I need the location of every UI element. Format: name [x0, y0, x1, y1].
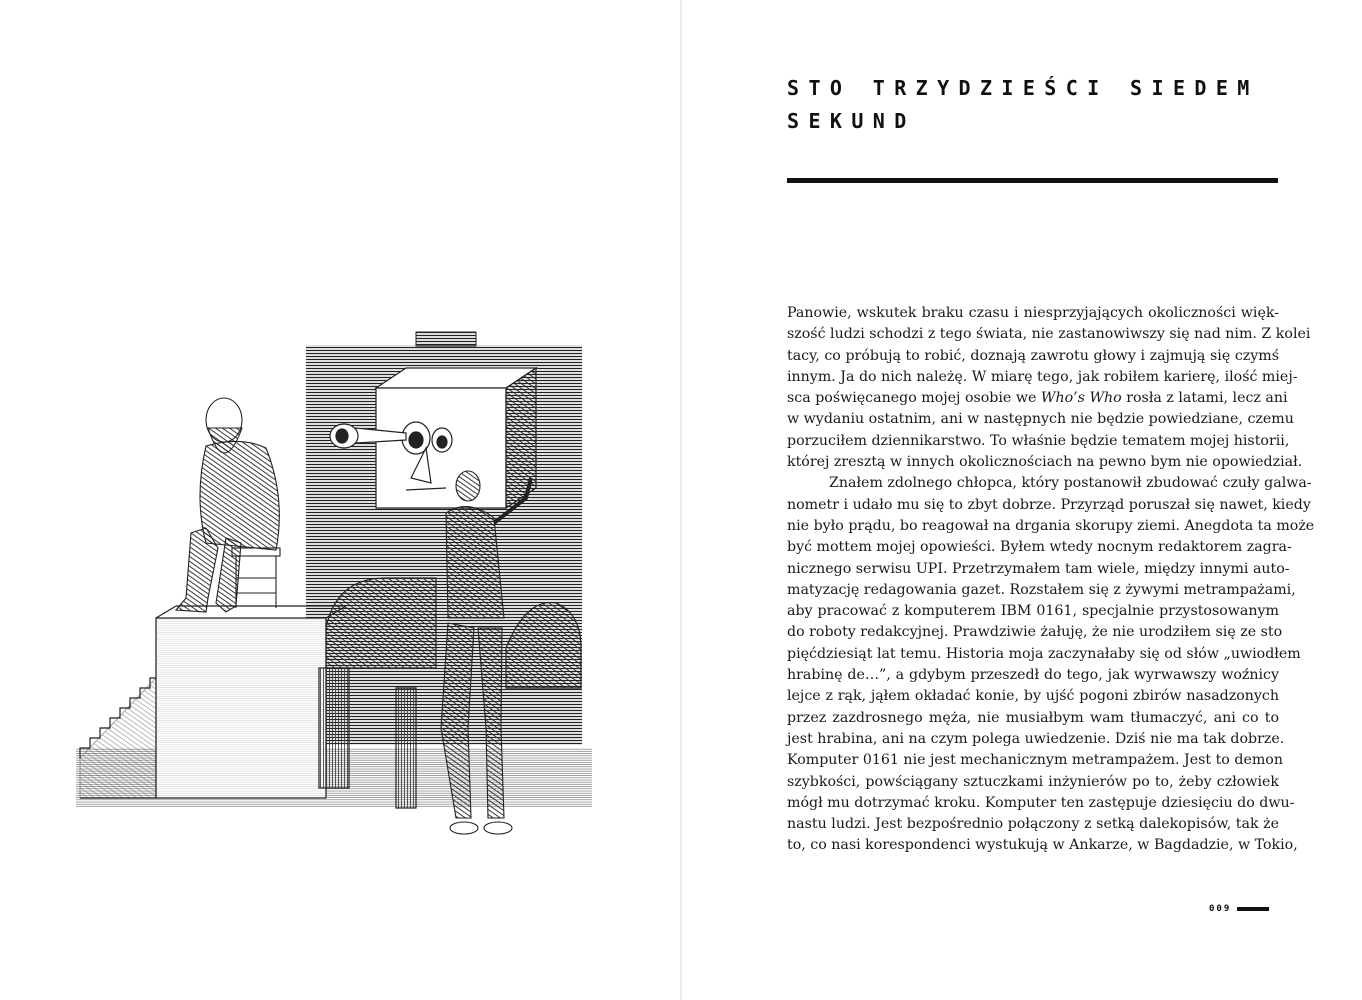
- text-line: której zresztą w innych okolicznościach na pewno bym nie opowiedział.: [787, 454, 1303, 471]
- text-line: jest hrabina, ani na czym polega uwiedzenie. Dziś nie ma tak dobrze.: [787, 730, 1285, 747]
- right-page: [682, 0, 1362, 1000]
- text-line: nicznego serwisu UPI. Przetrzymałem tam wiele, między innymi auto-: [787, 560, 1290, 577]
- text-line: [787, 388, 1288, 409]
- text-line: Znałem zdolnego chłopca, który postanowił zbudować czuły galwa-: [829, 475, 1312, 492]
- chapter-title: [787, 72, 1287, 138]
- text-line: innym. Ja do nich należę. W miarę tego, jak robiłem karierę, ilość miej-: [787, 368, 1298, 385]
- text-line: przez zazdrosnego męża, nie musiałbym wam tłumaczyć, ani co to: [787, 709, 1279, 726]
- text-line: szość ludzi schodzi z tego świata, nie zastanowiwszy się nad nim. Z kolei: [787, 326, 1311, 343]
- text-line: tacy, co próbują to robić, doznają zawrotu głowy i zajmują się czymś: [787, 347, 1279, 364]
- text-line: lejce z rąk, jąłem okładać konie, by ujść pogoni zbirów nasadzonych: [787, 688, 1279, 705]
- text-line: nie było prądu, bo reagował na drgania skorupy ziemi. Anegdota ta może: [787, 517, 1315, 534]
- title-rule: [787, 178, 1278, 183]
- text-line: szybkości, powściągany sztuczkami inżynierów po to, żeby człowiek: [787, 773, 1279, 790]
- text-line: hrabinę de…”, a gdybym przeszedł do tego, jak wyrwawszy woźnicy: [787, 667, 1279, 684]
- body-text: [787, 303, 1315, 857]
- text-line: aby pracować z komputerem IBM 0161, specjalnie przystosowanym: [787, 603, 1279, 620]
- text-segment: sca poświęcanego mojej osobie we: [787, 390, 1041, 407]
- seated-old-man: [176, 398, 280, 612]
- chapter-title-line: STO TRZYDZIEŚCI SIEDEM: [787, 76, 1259, 100]
- engraving-illustration: [76, 328, 592, 856]
- left-page: [0, 0, 680, 1000]
- chapter-title-line: SEKUND: [787, 109, 916, 133]
- text-line: Komputer 0161 nie jest mechanicznym metrampażem. Jest to demon: [787, 752, 1283, 769]
- text-line: pięćdziesiąt lat temu. Historia moja zaczynałaby się od słów „uwiodłem: [787, 645, 1301, 662]
- text-line: być mottem mojej opowieści. Byłem wtedy nocnym redaktorem zagra-: [787, 539, 1292, 556]
- italic-title: Who’s Who: [1040, 390, 1122, 407]
- staircase: [80, 606, 346, 798]
- text-line: to, co nasi korespondenci wystukują w Ankarze, w Bagdadzie, w Tokio,: [787, 837, 1298, 854]
- text-line: w wydaniu ostatnim, ani w następnych nie będzie powiedziane, czemu: [787, 411, 1294, 428]
- text-line: matyzację redagowania gazet. Rozstałem się z żywymi metrampażami,: [787, 581, 1296, 598]
- text-segment: rosła z latami, lecz ani: [1121, 390, 1288, 407]
- text-line: nometr i udało mu się to zbyt dobrze. Przyrząd poruszał się nawet, kiedy: [787, 496, 1311, 513]
- page-folio: [1209, 904, 1269, 914]
- folio-bar: [1237, 907, 1269, 911]
- text-line: do roboty redakcyjnej. Prawdziwie żałuję, że nie urodziłem się ze sto: [787, 624, 1283, 641]
- text-line: Panowie, wskutek braku czasu i niesprzyjających okoliczności więk-: [787, 305, 1279, 321]
- text-line: mógł mu dotrzymać kroku. Komputer ten zastępuje dziesięciu do dwu-: [787, 794, 1295, 811]
- page-number: 009: [1209, 904, 1232, 914]
- text-line: porzuciłem dziennikarstwo. To właśnie będzie tematem mojej historii,: [787, 432, 1290, 449]
- text-line: nastu ludzi. Jest bezpośrednio połączony z setką dalekopisów, tak że: [787, 816, 1279, 833]
